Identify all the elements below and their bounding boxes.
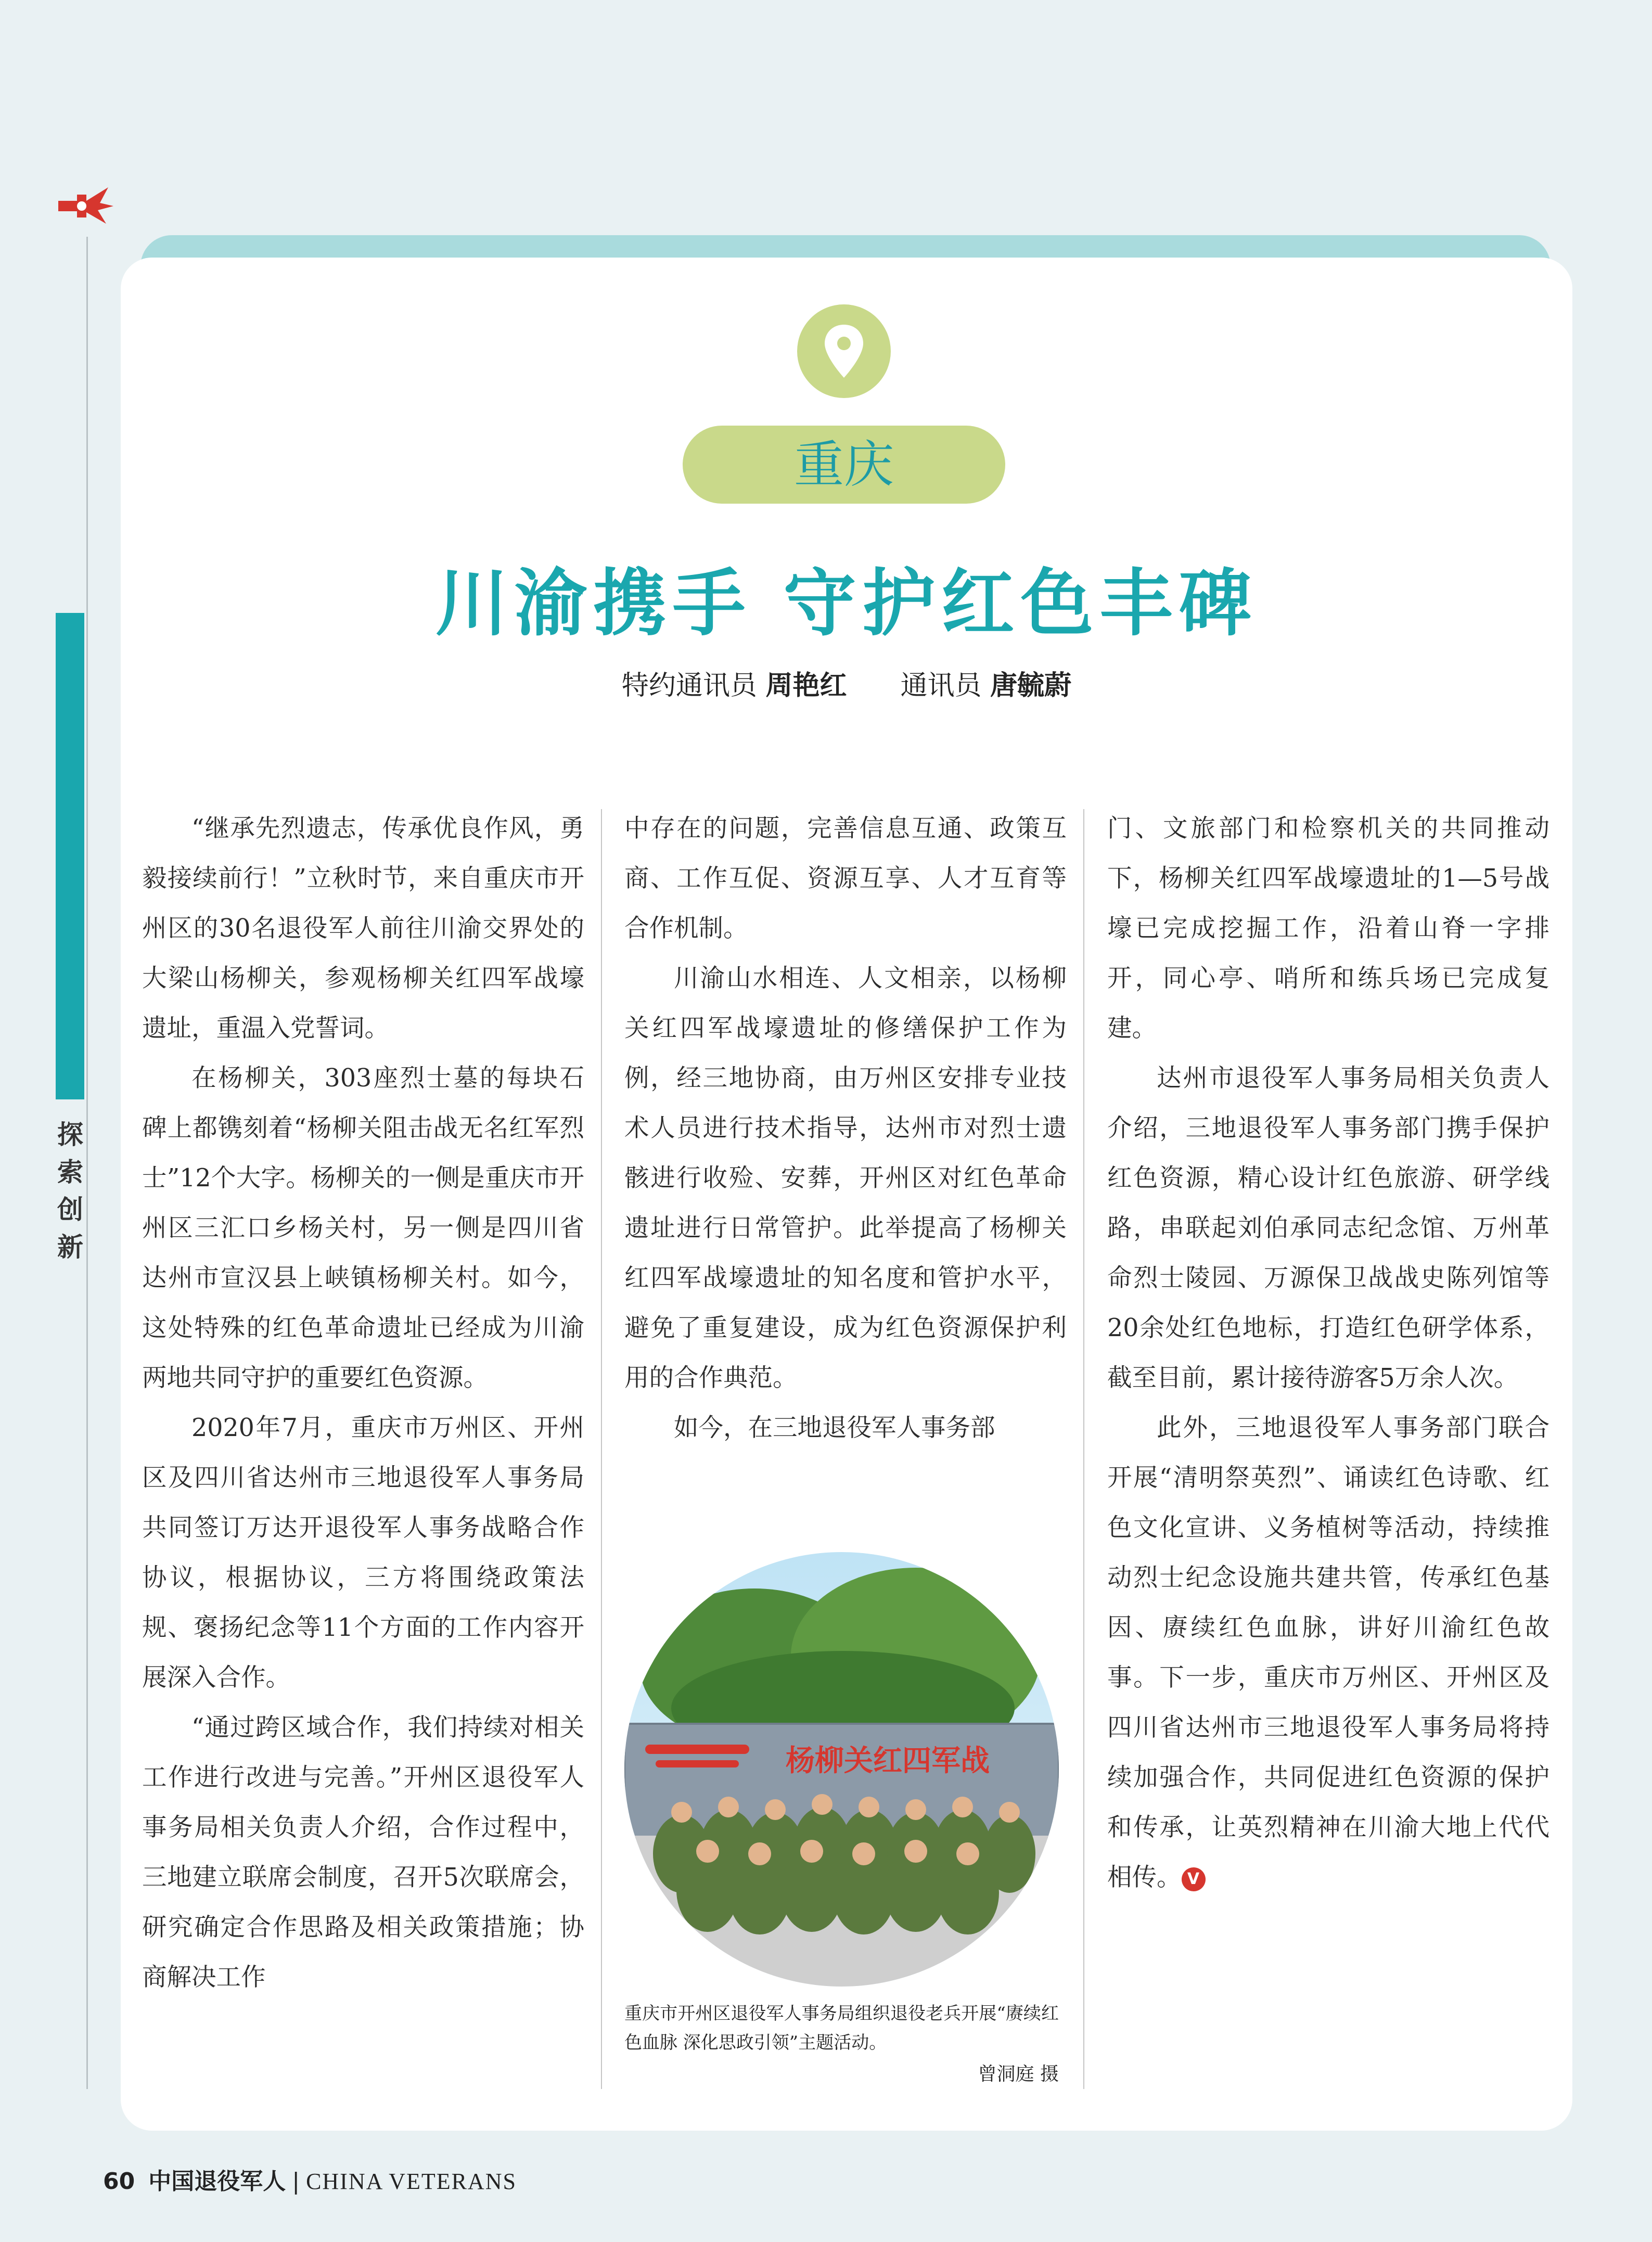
byline-name-1: 周艳红 (765, 670, 847, 701)
paragraph: “通过跨区域合作，我们持续对相关工作进行改进与完善。”开州区退役军人事务局相关负责人介绍，合作过程中，三地建立联席会制度，召开5次联席会，研究确定合作思路及相关政策措施；协商解决工作 (142, 1713, 584, 1992)
magazine-name-cn: 中国退役军人 (148, 2168, 286, 2195)
paragraph: 川渝山水相连、人文相亲，以杨柳关红四军战壕遗址的修缮保护工作为例，经三地协商，由万州区安排专业技术人员进行技术指导，达州市对烈士遗骸进行收殓、安葬，开州区对红色革命遗址进行日常管护。此举提高了杨柳关红四军战壕遗址的知名度和管护水平，避免了重复建设，成为红色资源保护利用的合作典范。 (624, 964, 1067, 1392)
section-bar (56, 613, 84, 1099)
paragraph-text: 此外，三地退役军人事务部门联合开展“清明祭英烈”、诵读红色诗歌、红色文化宣讲、义务植树等活动，持续推动烈士纪念设施共建共管，传承红色基因、赓续红色血脉，讲好川渝红色故事。下一步，重庆市万州区、开州区及四川省达州市三地退役军人事务局将持续加强合作，共同促进红色资源的保护和传承，让英烈精神在川渝大地上代代相传。 (1107, 1414, 1549, 1892)
article-photo (624, 1552, 1059, 1987)
paragraph: “继承先烈遗志，传承优良作风，勇毅接续前行！”立秋时节，来自重庆市开州区的30名退役军人前往川渝交界处的大梁山杨柳关，参观杨柳关红四军战壕遗址，重温入党誓词。 (142, 814, 584, 1043)
page-number: 60 (103, 2168, 135, 2195)
paragraph: 中存在的问题，完善信息互通、政策互商、工作互促、资源互享、人才互育等合作机制。 (624, 814, 1067, 943)
paragraph: 在杨柳关，303座烈士墓的每块石碑上都镌刻着“杨柳关阻击战无名红军烈士”12个大字。杨柳关的一侧是重庆市开州区三汇口乡杨关村，另一侧是四川省达州市宣汉县上峡镇杨柳关村。如今，这处特殊的红色革命遗址已经成为川渝两地共同守护的重要红色资源。 (142, 1064, 584, 1392)
column-divider (1083, 809, 1084, 2089)
section-label: 探索创新 (57, 1120, 83, 1262)
article-title: 川渝携手 守护红色丰碑 (435, 561, 1258, 646)
region-label: 重庆 (683, 426, 1005, 504)
photo-credit: 曾洞庭 摄 (978, 2064, 1059, 2085)
paragraph: 2020年7月，重庆市万州区、开州区及四川省达州市三地退役军人事务局共同签订万达开退役军人事务战略合作协议，根据协议，三方将围绕政策法规、褒扬纪念等11个方面的工作内容开展深入合作。 (142, 1414, 584, 1692)
byline-role-1: 特约通讯员 (621, 670, 757, 701)
location-pin-icon (821, 323, 867, 380)
magazine-name-en: CHINA VETERANS (306, 2169, 517, 2194)
paragraph: 门、文旅部门和检察机关的共同推动下，杨柳关红四军战壕遗址的1—5号战壕已完成挖掘工作，沿着山脊一字排开，同心亭、哨所和练兵场已完成复建。 (1107, 814, 1549, 1043)
page-footer (103, 2166, 517, 2197)
byline-role-2: 通讯员 (900, 670, 982, 701)
byline (121, 668, 1572, 704)
article-column-3 (1107, 804, 1549, 1903)
column-divider (601, 809, 602, 2089)
location-badge (797, 304, 891, 398)
magazine-logo-icon (56, 185, 114, 226)
paragraph (1107, 1403, 1549, 1903)
article-column-2 (624, 804, 1067, 1453)
footer-separator: | (292, 2168, 300, 2195)
paragraph: 如今，在三地退役军人事务部 (674, 1414, 995, 1442)
article-column-1 (142, 804, 584, 2003)
group-photo-illustration (624, 1552, 1059, 1987)
photo-wall-text: 杨柳关红四军战 (786, 1744, 990, 1778)
end-mark-icon: V (1182, 1867, 1206, 1891)
byline-name-2: 唐毓蔚 (990, 670, 1072, 701)
photo-caption: 重庆市开州区退役军人事务局组织退役老兵开展“赓续红色血脉 深化思政引领”主题活动。 (624, 2003, 1059, 2053)
paragraph: 达州市退役军人事务局相关负责人介绍，三地退役军人事务部门携手保护红色资源，精心设计红色旅游、研学线路，串联起刘伯承同志纪念馆、万州革命烈士陵园、万源保卫战战史陈列馆等20余处红色地标，打造红色研学体系，截至目前，累计接待游客5万余人次。 (1107, 1064, 1549, 1392)
